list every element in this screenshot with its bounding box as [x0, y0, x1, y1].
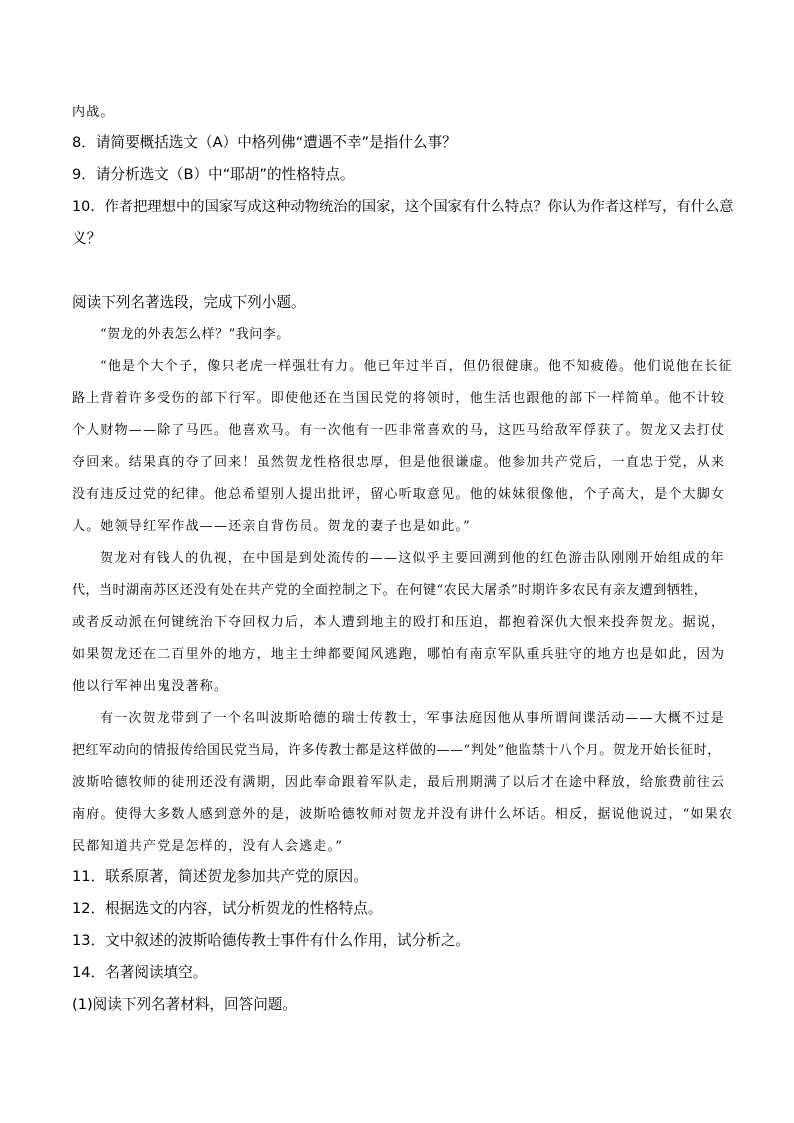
- question-8: 8．请简要概括选文（A）中格列佛“遭遇不幸”是指什么事？: [72, 134, 457, 151]
- passage-line: 路上背着许多受伤的部下行军。即使他还在当国民党的将领时，他生活也跟他的部下一样简单。他不计较: [72, 391, 726, 406]
- question-10: 10．作者把理想中的国家写成这种动物统治的国家，这个国家有什么特点？你认为作者这样写，有什么意: [72, 199, 734, 215]
- passage-line: 把红军动向的情报传给国民党当局，许多传教士都是这样做的——“判处”他监禁十八个月。贺龙开始长征时，: [72, 743, 721, 758]
- passage-line: 如果贺龙还在二百里外的地方，地主士绅都要闻风逃跑，哪怕有南京军队重兵驻守的地方也是如此，因为: [72, 647, 726, 662]
- passage-line: 有一次贺龙带到了一个名叫波斯哈德的瑞士传教士，军事法庭因他从事所谓间谍活动——大概不过是: [100, 711, 725, 726]
- passage-line: 或者反动派在何键统治下夺回权力后，本人遭到地主的殴打和压迫，都抱着深仇大恨来投奔贺龙。据说，: [72, 615, 726, 630]
- passage-line: “贺龙的外表怎么样？”我问李。: [100, 327, 290, 342]
- question-10-continued: 义？: [72, 230, 102, 247]
- question-12: 12．根据选文的内容，试分析贺龙的性格特点。: [72, 900, 383, 917]
- question-9: 9．请分析选文（B）中“耶胡”的性格特点。: [72, 166, 355, 183]
- question-11: 11．联系原著，简述贺龙参加共产党的原因。: [72, 868, 368, 885]
- question-14: 14．名著阅读填空。: [72, 964, 208, 981]
- passage-line: 南府。使得大多数人感到意外的是，波斯哈德牧师对贺龙并没有讲什么坏话。相反，据说他说过，“如果农: [72, 807, 734, 822]
- section-intro: 阅读下列名著选段，完成下列小题。: [72, 294, 306, 311]
- continuation-text: 内战。: [72, 105, 115, 120]
- passage-line: 波斯哈德牧师的徒刑还没有满期，因此奉命跟着军队走，最后刑期满了以后才在途中释放，给旅费前往云: [72, 775, 726, 790]
- passage-line: 人。她领导红军作战——还亲自背伤员。贺龙的妻子也是如此。”: [72, 519, 471, 534]
- passage-line: 民都知道共产党是怎样的，没有人会逃走。”: [72, 839, 344, 854]
- passage-line: 贺龙对有钱人的仇视，在中国是到处流传的——这似乎主要回溯到他的红色游击队刚刚开始组成的年: [100, 551, 725, 566]
- passage-line: 夺回来。结果真的夺了回来！虽然贺龙性格很忠厚，但是他很谦虚。他参加共产党后，一直忠于党，从来: [72, 455, 726, 470]
- passage-line: 没有违反过党的纪律。他总希望别人提出批评，留心听取意见。他的妹妹很像他，个子高大，是个大脚女: [72, 487, 726, 502]
- question-13: 13．文中叙述的波斯哈德传教士事件有什么作用，试分析之。: [72, 932, 471, 949]
- passage-line: 个人财物——除了马匹。他喜欢马。有一次他有一匹非常喜欢的马，这匹马给敌军俘获了。贺龙又去打仗: [72, 423, 726, 438]
- passage-line: 代，当时湖南苏区还没有处在共产党的全面控制之下。在何键“农民大屠杀”时期许多农民有亲友遭到牺牲，: [72, 583, 708, 598]
- passage-line: “他是个大个子，像只老虎一样强壮有力。他已年过半百，但仍很健康。他不知疲倦。他们说他在长征: [100, 359, 733, 374]
- passage-line: 他以行军神出鬼没著称。: [72, 679, 229, 694]
- question-14-part-1: (1)阅读下列名著材料，回答问题。: [72, 996, 297, 1013]
